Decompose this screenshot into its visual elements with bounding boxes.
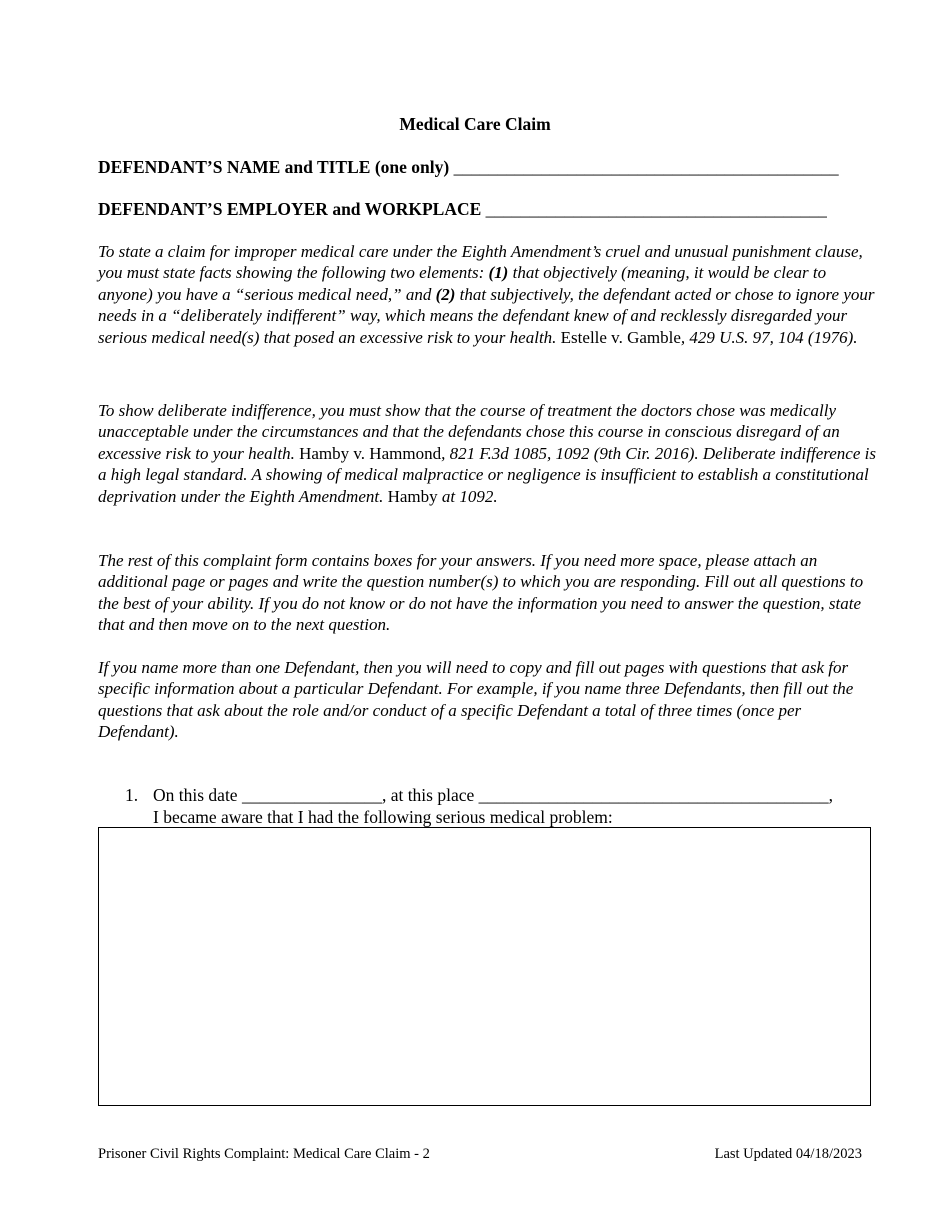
para1-text-b: that objectively (meaning, it would be clear to anyone) you have a “serious medical need,” and [98,263,827,304]
case-name-hamby: Hamby v. Hammond [299,443,442,463]
question-1-answer-box[interactable] [98,827,871,1106]
para2-text-c: at 1092. [437,486,498,506]
case-name-hamby-short: Hamby [387,486,438,506]
para1-element-2: (2) [435,284,456,304]
defendant-employer-label: DEFENDANT’S EMPLOYER and WORKPLACE [98,199,482,219]
question-1-number: 1. [125,785,139,805]
instructions-paragraph-4: If you name more than one Defendant, then you will need to copy and fill out pages with questions that ask for specific information about a particular Defendant. For example, if you name three Defendants, then fill out the questions that ask about the role and/or conduct of a specific Defendant a total of three times (once per Defendant). [98,658,854,742]
para2-text-a: To show deliberate indifference, you must show that the course of treatment the doctors chose was medically unacceptable under the circumstances and that the defendants chose this course in conscious disregard of an excessive risk to your health. [98,401,840,463]
defendant-name-input[interactable]: ____________________________________________ [453,157,839,177]
instructions-paragraph-2 [98,400,878,507]
question-1-line-1 [125,785,833,806]
citation-estelle: , 429 U.S. 97, 104 (1976). [680,327,858,347]
page-title: Medical Care Claim [399,114,551,134]
defendant-employer-field [98,198,827,220]
question-1-prompt-date-place[interactable]: On this date ________________, at this place ________________________________________, [153,785,834,805]
para2-text-b: , 821 F.3d 1085, 1092 (9th Cir. 2016). Deliberate indifference is a high legal standard. A showing of medical malpractice or negligence is insufficient to establish a constitutional deprivation under the Eighth Amendment. [98,443,876,506]
footer-form-title: Prisoner Civil Rights Complaint: Medical Care Claim - 2 [98,1146,430,1162]
footer-last-updated: Last Updated 04/18/2023 [714,1146,862,1162]
defendant-name-field [98,156,839,178]
para1-text-c: that subjectively, the defendant acted or chose to ignore your needs in a “deliberately indifferent” way, which means the defendant knew of and recklessly disregarded your serious medical need(s) that posed an excessive risk to your health. [98,284,875,347]
defendant-employer-input[interactable]: _______________________________________ [485,199,827,219]
instructions-paragraph-3: The rest of this complaint form contains boxes for your answers. If you need more space, please attach an additional page or pages and write the question number(s) to which you are responding. Fill out all questions to the best of your ability. If you do not know or do not have the information you need to answer the question, state that and then move on to the next question. [98,551,864,635]
para1-element-1: (1) [488,263,509,283]
para1-text-a: To state a claim for improper medical care under the Eighth Amendment’s cruel and unusual punishment clause, you must state facts showing the following two elements: [98,242,863,283]
instructions-paragraph-1 [98,241,878,348]
question-1-line-2: I became aware that I had the following serious medical problem: [153,807,613,827]
case-name-estelle: Estelle v. Gamble [560,327,681,347]
defendant-name-label: DEFENDANT’S NAME and TITLE (one only) [98,157,450,177]
